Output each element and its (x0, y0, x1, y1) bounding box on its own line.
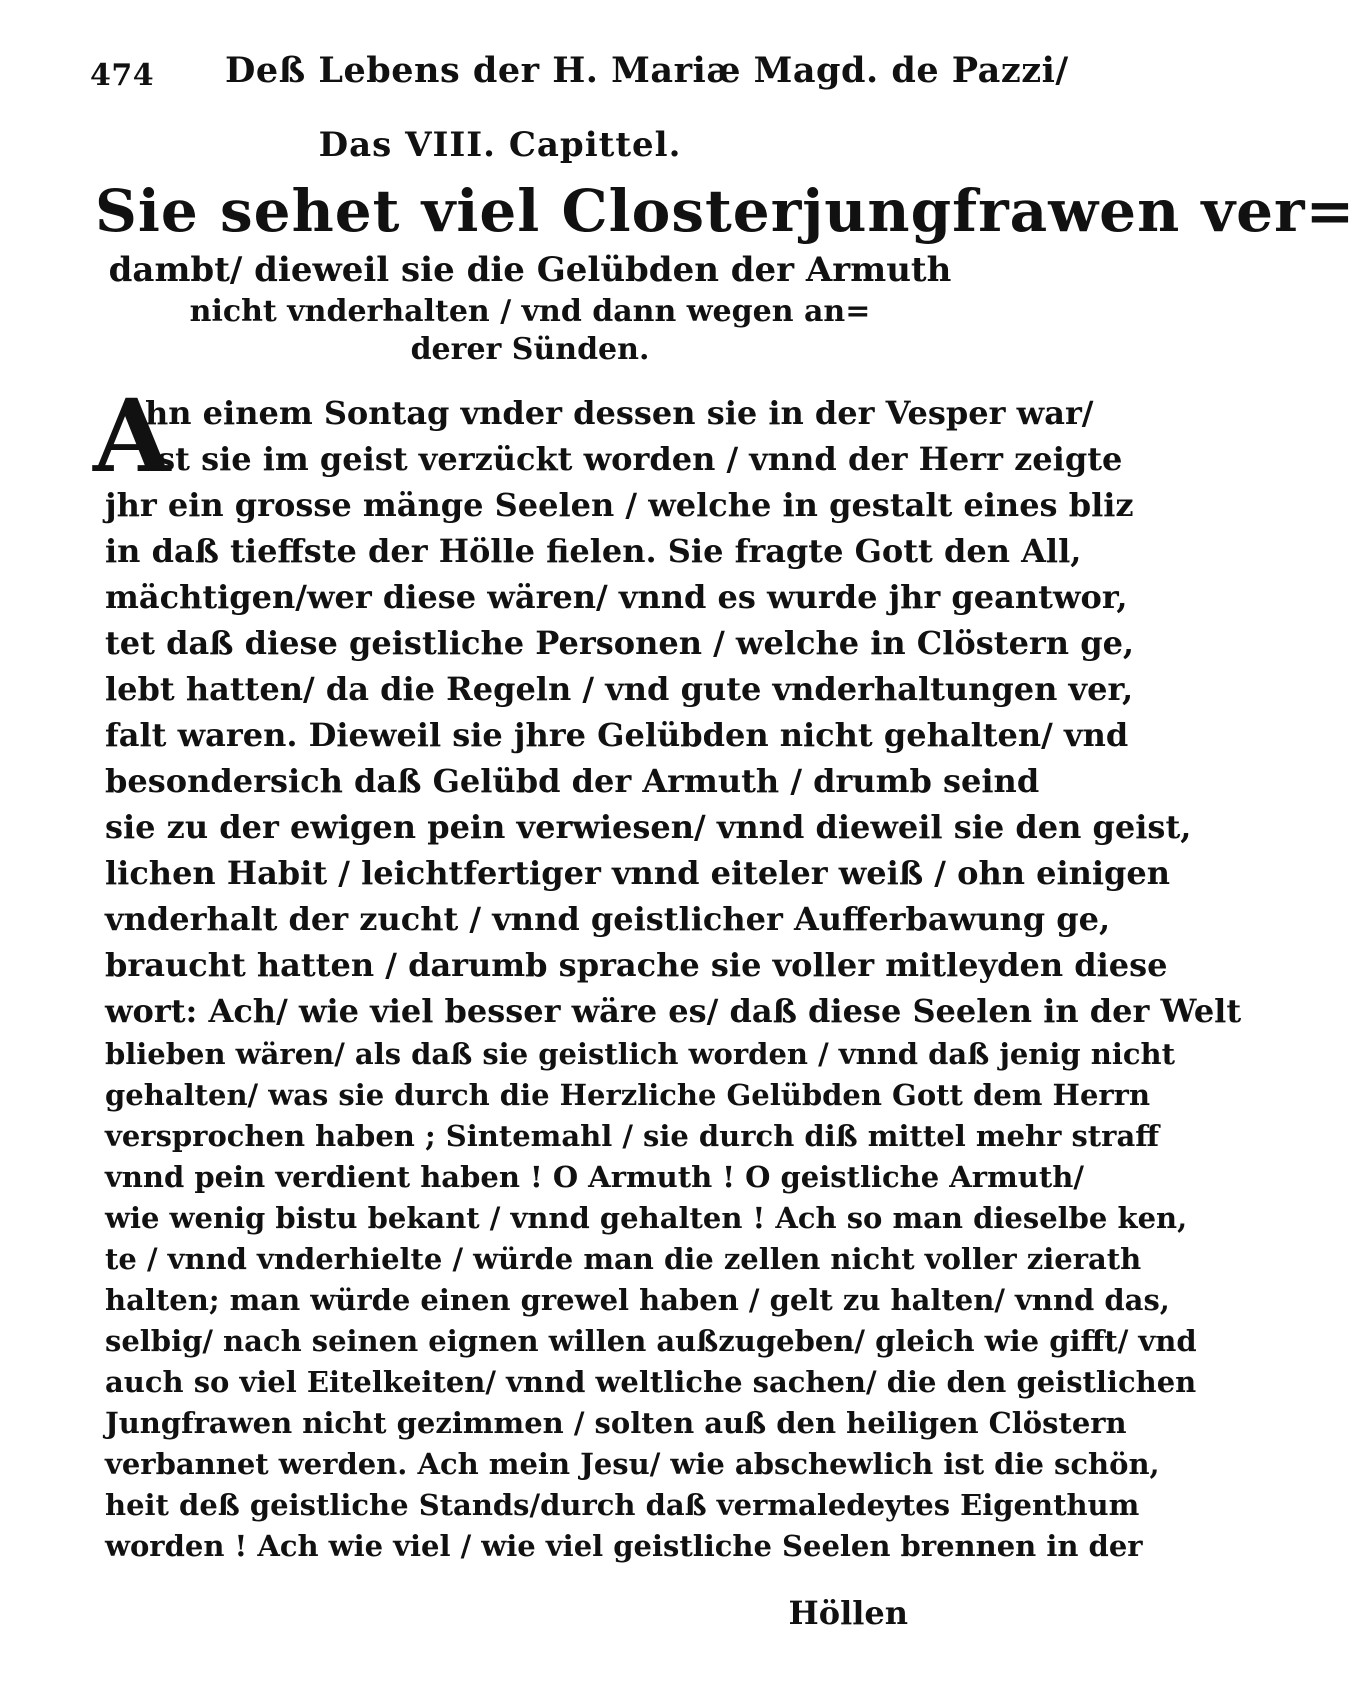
text-line: selbig/ nach seinen eignen willen außzugeben/ gleich wie gifft/ vnd (105, 1324, 1197, 1358)
text-line: wort: Ach/ wie viel besser wäre es/ daß diese Seelen in der Welt (105, 992, 1242, 1030)
text-line: te / vnnd vnderhielte / würde man die zellen nicht voller zierath (105, 1242, 1142, 1276)
running-head (90, 50, 1069, 100)
page-number: 474 (90, 58, 155, 93)
chapter-heading-line: nicht vnderhalten / vnd dann wegen an= (189, 294, 871, 329)
text-line: auch so viel Eitelkeiten/ vnnd weltliche sachen/ die den geistlichen (105, 1365, 1197, 1399)
text-line: versprochen haben ; Sintemahl / sie durch diß mittel mehr straff (105, 1119, 1160, 1153)
text-line: mächtigen/wer diese wären/ vnnd es wurde jhr geantwor, (105, 578, 1128, 616)
text-line: falt waren. Dieweil sie jhre Gelübden nicht gehalten/ vnd (105, 716, 1129, 754)
drop-cap: A (93, 377, 171, 495)
text-line: hn einem Sontag vnder dessen sie in der Vesper war/ (145, 394, 1094, 432)
text-line: gehalten/ was sie durch die Herzliche Gelübden Gott dem Herrn (105, 1078, 1151, 1112)
text-line: braucht hatten / darumb sprache sie voller mitleyden diese (105, 946, 1168, 984)
text-line: blieben wären/ als daß sie geistlich worden / vnnd daß jenig nicht (105, 1037, 1176, 1071)
text-line: worden ! Ach wie viel / wie viel geistliche Seelen brennen in der (105, 1529, 1143, 1563)
body-text (93, 377, 1242, 1567)
text-line: jhr ein grosse mänge Seelen / welche in gestalt eines bliz (105, 486, 1134, 524)
text-line: Jungfrawen nicht gezimmen / solten auß den heiligen Clöstern (105, 1406, 1127, 1440)
text-line: sie zu der ewigen pein verwiesen/ vnnd dieweil sie den geist, (105, 808, 1192, 846)
text-line: vnnd pein verdient haben ! O Armuth ! O geistliche Armuth/ (105, 1160, 1084, 1194)
chapter-label: Das VIII. Capittel. (318, 125, 682, 165)
text-line: besondersich daß Gelübd der Armuth / drumb seind (105, 762, 1040, 800)
running-title: Deß Lebens der H. Mariæ Magd. de Pazzi/ (225, 50, 1069, 91)
text-line: in daß tieffste der Hölle fielen. Sie fragte Gott den All, (105, 532, 1082, 570)
text-line: halten; man würde einen grewel haben / gelt zu halten/ vnnd das, (105, 1283, 1170, 1317)
text-line: tet daß diese geistliche Personen / welche in Clöstern ge, (105, 624, 1135, 662)
catchword: Höllen (788, 1594, 908, 1632)
text-line: lebt hatten/ da die Regeln / vnd gute vnderhaltungen ver, (105, 670, 1134, 708)
text-line: verbannet werden. Ach mein Jesu/ wie abschewlich ist die schön, (105, 1447, 1160, 1481)
text-line: heit deß geistliche Stands/durch daß vermaledeytes Eigenthum (105, 1488, 1140, 1522)
text-line: vnderhalt der zucht / vnnd geistlicher Aufferbawung ge, (105, 900, 1111, 938)
chapter-heading-line: derer Sünden. (410, 332, 650, 367)
text-line: lichen Habit / leichtfertiger vnnd eiteler weiß / ohn einigen (105, 854, 1171, 892)
chapter-heading-line: dambt/ dieweil sie die Gelübden der Armuth (108, 250, 952, 290)
chapter-heading-main: Sie sehet viel Closterjungfrawen ver= (95, 177, 1355, 245)
text-line: wie wenig bistu bekant / vnnd gehalten ! Ach so man dieselbe ken, (105, 1201, 1188, 1235)
text-line: ist sie im geist verzückt worden / vnnd der Herr zeigte (145, 440, 1123, 478)
